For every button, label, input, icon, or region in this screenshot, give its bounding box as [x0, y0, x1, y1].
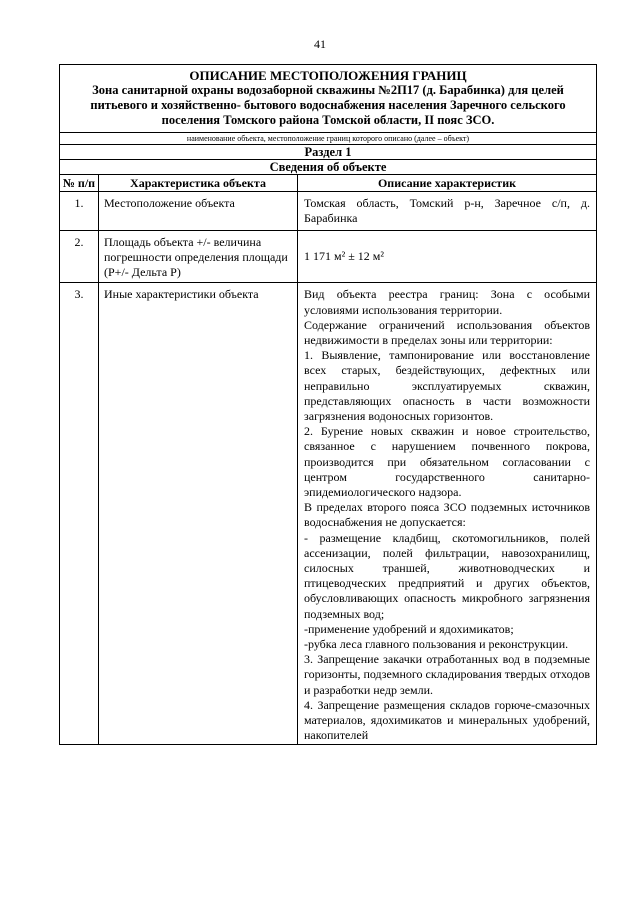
row-characteristic: Иные характеристики объекта [99, 283, 298, 744]
column-header-row [60, 175, 597, 192]
description-paragraph: Вид объекта реестра границ: Зона с особыми условиями использования территории. [304, 287, 590, 317]
description-paragraph: 2. Бурение новых скважин и новое строительство, связанное с нарушением почвенного покрова, производится при обязательном согласовании с центром государственного санитарно-эпидемиологического надзора. [304, 424, 590, 500]
table-row [60, 231, 597, 283]
column-header-num: № п/п [60, 175, 99, 192]
description-paragraph: Содержание ограничений использования объектов недвижимости в пределах зоны или территории: [304, 317, 590, 348]
document-table [59, 64, 597, 745]
section-label: Раздел 1 [60, 145, 597, 160]
description-paragraph: -применение удобрений и ядохимикатов; [304, 621, 514, 636]
row-number: 3. [60, 283, 99, 744]
description-paragraph: 3. Запрещение закачки отработанных вод в подземные горизонты, подземного складирования твердых отходов и разработки недр земли. [304, 652, 590, 697]
description-paragraph: 1. Выявление, тампонирование или восстановление всех старых, бездействующих, дефектных или неправильно эксплуатируемых скважин, представляющих опасность в части возможности загрязнения водоносных горизонтов. [304, 348, 590, 424]
document-title: ОПИСАНИЕ МЕСТОПОЛОЖЕНИЯ ГРАНИЦ [189, 68, 467, 83]
row-description: Томская область, Томский р-н, Заречное с/п, д. Барабинка [298, 192, 597, 231]
description-paragraph: -рубка леса главного пользования и реконструкции. [304, 637, 569, 652]
object-note: наименование объекта, местоположение границ которого описано (далее – объект) [60, 133, 597, 145]
row-description [298, 283, 597, 744]
description-paragraph: 4. Запрещение размещения складов горюче-смазочных материалов, ядохимикатов и минеральных удобрений, накопителей [304, 697, 590, 743]
row-number: 1. [60, 192, 99, 231]
row-description: 1 171 м² ± 12 м² [298, 231, 597, 283]
row-characteristic: Площадь объекта +/- величина погрешности определения площади (Р+/- Дельта Р) [99, 231, 298, 283]
section-row [60, 145, 597, 160]
title-block [60, 65, 597, 133]
column-header-characteristic: Характеристика объекта [99, 175, 298, 192]
section-subheading: Сведения об объекте [60, 160, 597, 175]
table-row [60, 192, 597, 231]
subheading-row [60, 160, 597, 175]
column-header-description: Описание характеристик [298, 175, 597, 192]
document-subtitle: Зона санитарной охраны водозаборной скважины №2П17 (д. Барабинка) для целей питьевого и хозяйственно- бытового водоснабжения населения Заречного сельского поселения Томского района Томской области, II пояс ЗСО. [90, 83, 566, 127]
page-number: 41 [314, 37, 326, 51]
description-paragraph: - размещение кладбищ, скотомогильников, полей ассенизации, полей фильтрации, навозохранилищ, силосных траншей, животноводческих и птицеводческих предприятий и других объектов, обусловливающих опасность микробного загрязнения подземных вод; [304, 530, 590, 621]
description-paragraph: В пределах второго пояса ЗСО подземных источников водоснабжения не допускается: [304, 500, 590, 530]
title-row [60, 65, 597, 133]
row-number: 2. [60, 231, 99, 283]
row-characteristic: Местоположение объекта [99, 192, 298, 231]
table-row [60, 283, 597, 744]
note-row [60, 133, 597, 145]
